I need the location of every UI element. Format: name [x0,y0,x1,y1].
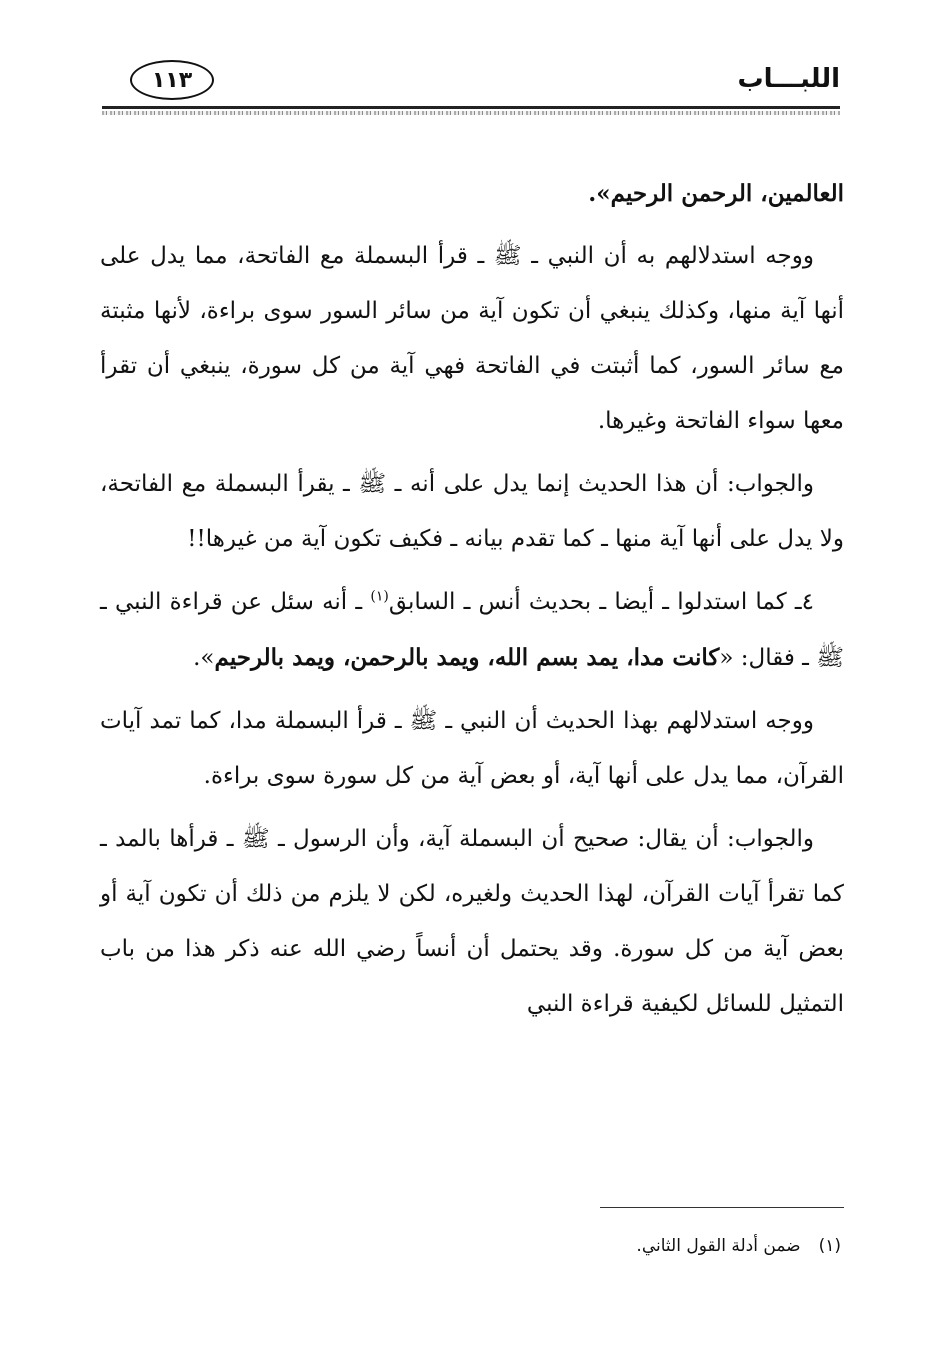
paragraph: والجواب: أن هذا الحديث إنما يدل على أنه ـ ﷺ ـ يقرأ البسملة مع الفاتحة، ولا يدل على أنها آية منها ـ كما تقدم بيانه ـ فكيف تكون آية من غيرها!! [100,471,844,552]
page-number: ١١٣ [151,67,193,93]
hadith-quote: كانت مدا، يمد بسم الله، ويمد بالرحمن، ويمد بالرحيم [214,644,720,671]
footnote-separator [600,1207,844,1208]
main-text [100,166,844,1040]
footnote-text: ضمن أدلة القول الثاني. [636,1236,801,1256]
paragraph-text: ». [193,645,215,671]
header-rule [102,106,840,109]
paragraph: ووجه استدلالهم بهذا الحديث أن النبي ـ ﷺ ـ قرأ البسملة مدا، كما تمد آيات القرآن، مما يدل على أنها آية، أو بعض آية من كل سورة سوى براءة. [100,708,844,789]
paragraph-continuation: العالمين، الرحمن الرحيم». [588,180,844,207]
footnote-reference: (١) [370,588,389,605]
page-header [102,60,840,116]
paragraph: ووجه استدلالهم به أن النبي ـ ﷺ ـ قرأ البسملة مع الفاتحة، مما يدل على أنها آية منها، وكذلك ينبغي أن تكون آية من سائر السور سوى براءة، لأنها مثبتة مع سائر السور، كما أثبتت في الفاتحة فهي آية من كل سورة، ينبغي أن تقرأ معها سواء الفاتحة وغيرها. [100,243,844,434]
paragraph-numbered-4 [100,575,844,686]
page-number-oval [130,60,214,100]
book-title: اللبـــاب [737,64,840,94]
paragraph-text: ـ أنه سئل عن قراءة النبي ـ ﷺ ـ فقال: « [100,589,844,671]
footnote [636,1236,841,1256]
paragraph-text: ٤ـ كما استدلوا ـ أيضا ـ بحديث أنس ـ السابق [388,589,814,615]
paragraph: والجواب: أن يقال: صحيح أن البسملة آية، وأن الرسول ـ ﷺ ـ قرأها بالمد ـ كما تقرأ آيات القرآن، لهذا الحديث ولغيره، لكن لا يلزم من ذلك أن تكون آية أو بعض آية من كل سورة. وقد يحتمل أن أنساً رضي الله عنه ذكر هذا من باب التمثيل للسائل لكيفية قراءة النبي [100,826,844,1017]
footnote-number: (١) [818,1236,841,1256]
header-rule-texture [102,111,840,115]
